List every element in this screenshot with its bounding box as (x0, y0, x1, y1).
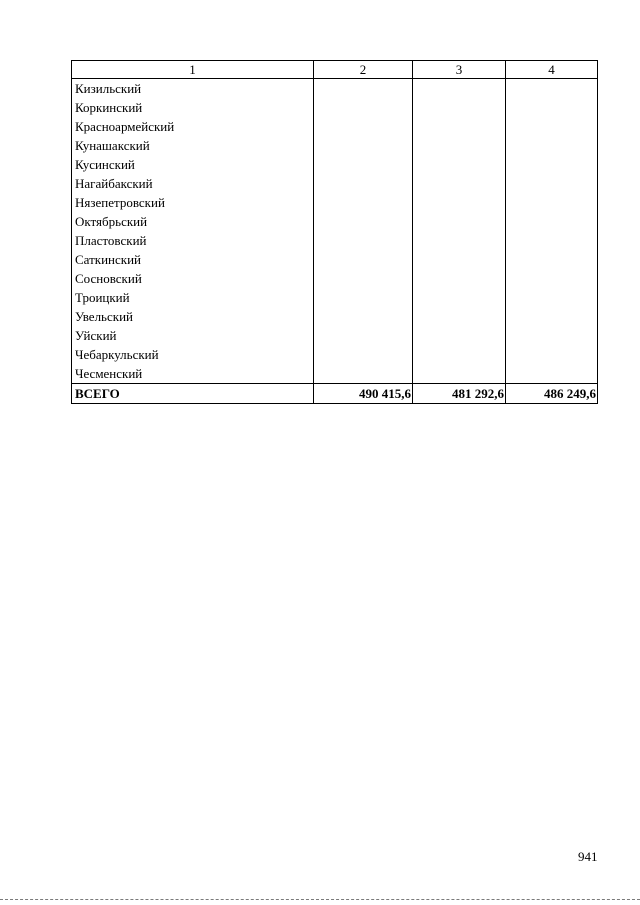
value-col-4 (506, 326, 598, 345)
value-col-4 (506, 269, 598, 288)
value-col-3 (413, 117, 506, 136)
data-table (71, 60, 598, 404)
table-row (72, 136, 598, 155)
value-col-4 (506, 250, 598, 269)
district-name: Саткинский (72, 250, 314, 269)
value-col-3 (413, 269, 506, 288)
total-value-col-3: 481 292,6 (413, 384, 506, 404)
page-bottom-rule (0, 899, 640, 900)
value-col-2 (314, 345, 413, 364)
district-name: Коркинский (72, 98, 314, 117)
district-name: Октябрьский (72, 212, 314, 231)
value-col-4 (506, 117, 598, 136)
column-header-2: 2 (314, 61, 413, 79)
value-col-3 (413, 79, 506, 99)
value-col-4 (506, 193, 598, 212)
table-row (72, 212, 598, 231)
value-col-2 (314, 174, 413, 193)
value-col-3 (413, 345, 506, 364)
table-row (72, 174, 598, 193)
total-row (72, 384, 598, 404)
value-col-2 (314, 193, 413, 212)
district-name: Увельский (72, 307, 314, 326)
table-row (72, 307, 598, 326)
district-name: Красноармейский (72, 117, 314, 136)
table-row (72, 345, 598, 364)
value-col-4 (506, 212, 598, 231)
value-col-3 (413, 364, 506, 384)
value-col-3 (413, 136, 506, 155)
value-col-2 (314, 136, 413, 155)
value-col-4 (506, 79, 598, 99)
value-col-2 (314, 155, 413, 174)
table-row (72, 250, 598, 269)
district-name: Троицкий (72, 288, 314, 307)
value-col-2 (314, 364, 413, 384)
value-col-4 (506, 307, 598, 326)
table-row (72, 269, 598, 288)
total-label: ВСЕГО (72, 384, 314, 404)
column-header-3: 3 (413, 61, 506, 79)
value-col-4 (506, 98, 598, 117)
value-col-4 (506, 364, 598, 384)
district-name: Кунашакский (72, 136, 314, 155)
value-col-3 (413, 174, 506, 193)
table-row (72, 326, 598, 345)
value-col-2 (314, 231, 413, 250)
column-header-1: 1 (72, 61, 314, 79)
district-name: Нагайбакский (72, 174, 314, 193)
value-col-2 (314, 79, 413, 99)
value-col-4 (506, 174, 598, 193)
header-row (72, 61, 598, 79)
column-header-4: 4 (506, 61, 598, 79)
district-name: Чебаркульский (72, 345, 314, 364)
table-row (72, 231, 598, 250)
value-col-3 (413, 307, 506, 326)
table-row (72, 193, 598, 212)
value-col-2 (314, 117, 413, 136)
value-col-3 (413, 288, 506, 307)
value-col-3 (413, 231, 506, 250)
value-col-3 (413, 155, 506, 174)
table-row (72, 98, 598, 117)
district-name: Чесменский (72, 364, 314, 384)
value-col-4 (506, 155, 598, 174)
district-name: Сосновский (72, 269, 314, 288)
table-row (72, 155, 598, 174)
value-col-4 (506, 345, 598, 364)
value-col-4 (506, 136, 598, 155)
value-col-2 (314, 307, 413, 326)
value-col-3 (413, 250, 506, 269)
district-name: Уйский (72, 326, 314, 345)
table-row (72, 288, 598, 307)
value-col-3 (413, 193, 506, 212)
value-col-2 (314, 288, 413, 307)
total-value-col-4: 486 249,6 (506, 384, 598, 404)
district-name: Пластовский (72, 231, 314, 250)
value-col-3 (413, 212, 506, 231)
value-col-4 (506, 288, 598, 307)
district-name: Нязепетровский (72, 193, 314, 212)
value-col-3 (413, 98, 506, 117)
value-col-2 (314, 269, 413, 288)
value-col-2 (314, 212, 413, 231)
value-col-2 (314, 250, 413, 269)
value-col-2 (314, 98, 413, 117)
table-row (72, 79, 598, 99)
value-col-3 (413, 326, 506, 345)
total-value-col-2: 490 415,6 (314, 384, 413, 404)
value-col-4 (506, 231, 598, 250)
table-row (72, 364, 598, 384)
district-name: Кусинский (72, 155, 314, 174)
value-col-2 (314, 326, 413, 345)
district-name: Кизильский (72, 79, 314, 99)
table-row (72, 117, 598, 136)
page-number: 941 (578, 849, 598, 864)
